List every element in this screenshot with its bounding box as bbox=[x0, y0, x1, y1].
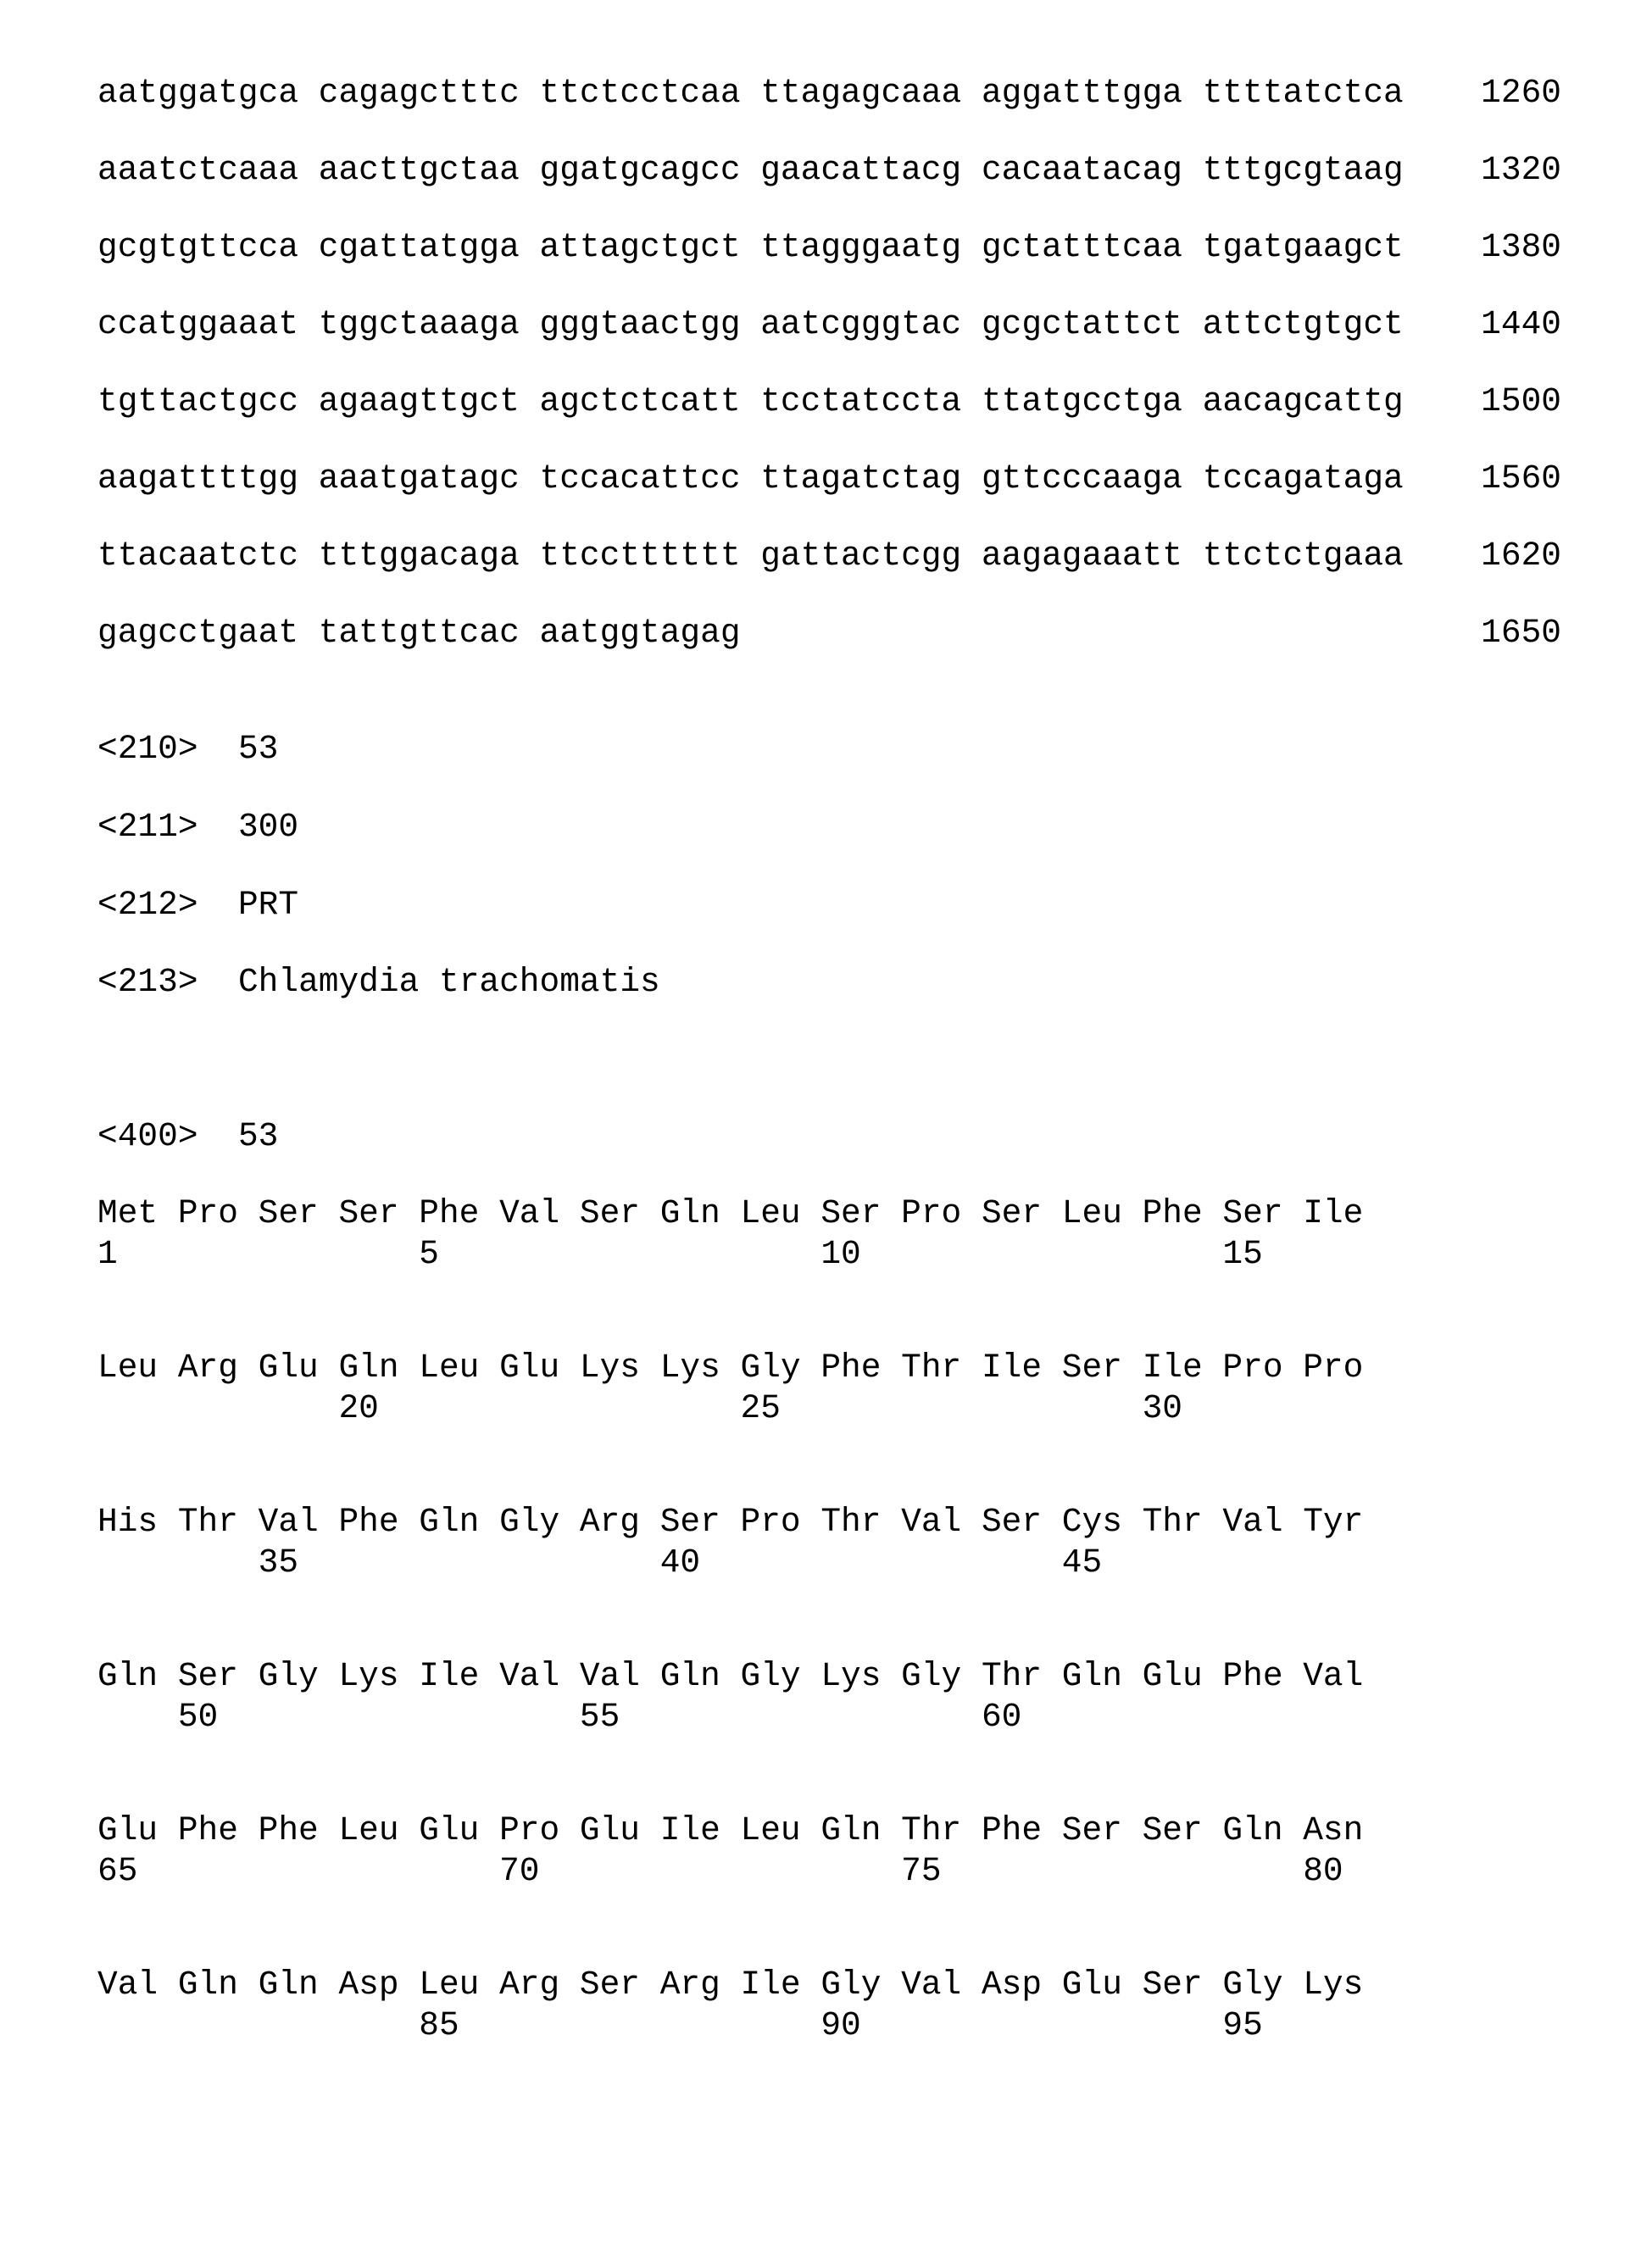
dna-line: ttacaatctc tttggacaga ttcctttttt gattactcgg aagagaaatt ttctctgaaa bbox=[97, 537, 1404, 575]
field-seq-id bbox=[97, 731, 278, 768]
field-value: 53 bbox=[237, 730, 279, 768]
dna-position: 1260 bbox=[1481, 74, 1561, 112]
residue-numbers: 85 90 95 bbox=[97, 2006, 1263, 2044]
residue-line: Met Pro Ser Ser Phe Val Ser Gln Leu Ser Pro Ser Leu Phe Ser Ile bbox=[97, 1194, 1364, 1232]
residue-numbers: 1 5 10 15 bbox=[97, 1235, 1263, 1273]
field-value: Chlamydia trachomatis bbox=[237, 963, 660, 1001]
dna-line: aaatctcaaa aacttgctaa ggatgcagcc gaacattacg cacaatacag tttgcgtaag bbox=[97, 151, 1404, 189]
residue-numbers: 35 40 45 bbox=[97, 1543, 1103, 1582]
residue-line: His Thr Val Phe Gln Gly Arg Ser Pro Thr Val Ser Cys Thr Val Tyr bbox=[97, 1503, 1364, 1541]
field-length bbox=[97, 809, 298, 846]
field-value: 300 bbox=[237, 808, 299, 846]
dna-position: 1620 bbox=[1481, 537, 1561, 575]
field-tag: <211> bbox=[97, 808, 198, 846]
dna-line: tgttactgcc agaagttgct agctctcatt tcctatccta ttatgcctga aacagcattg bbox=[97, 382, 1404, 420]
residue-numbers: 20 25 30 bbox=[97, 1389, 1183, 1427]
field-tag: <400> bbox=[97, 1117, 198, 1155]
residue-line: Val Gln Gln Asp Leu Arg Ser Arg Ile Gly Val Asp Glu Ser Gly Lys bbox=[97, 1966, 1364, 2004]
dna-line: gagcctgaat tattgttcac aatggtagag bbox=[97, 614, 741, 652]
residue-numbers: 50 55 60 bbox=[97, 1698, 1022, 1736]
dna-line: ccatggaaat tggctaaaga gggtaactgg aatcgggtac gcgctattct attctgtgct bbox=[97, 305, 1404, 343]
dna-position: 1650 bbox=[1481, 614, 1561, 652]
residue-line: Gln Ser Gly Lys Ile Val Val Gln Gly Lys Gly Thr Gln Glu Phe Val bbox=[97, 1657, 1364, 1695]
residue-numbers: 65 70 75 80 bbox=[97, 1852, 1343, 1890]
dna-line: aatggatgca cagagctttc ttctcctcaa ttagagcaaa aggatttgga ttttatctca bbox=[97, 74, 1404, 112]
field-value: PRT bbox=[237, 886, 299, 924]
field-tag: <212> bbox=[97, 886, 198, 924]
field-sequence bbox=[97, 1118, 278, 1155]
dna-position: 1500 bbox=[1481, 382, 1561, 420]
field-tag: <213> bbox=[97, 963, 198, 1001]
dna-line: gcgtgttcca cgattatgga attagctgct ttagggaatg gctatttcaa tgatgaagct bbox=[97, 228, 1404, 266]
dna-position: 1380 bbox=[1481, 228, 1561, 266]
field-type bbox=[97, 887, 298, 924]
residue-line: Glu Phe Phe Leu Glu Pro Glu Ile Leu Gln Thr Phe Ser Ser Gln Asn bbox=[97, 1811, 1364, 1849]
field-organism bbox=[97, 964, 660, 1001]
dna-line: aagattttgg aaatgatagc tccacattcc ttagatctag gttcccaaga tccagataga bbox=[97, 459, 1404, 498]
field-value: 53 bbox=[237, 1117, 279, 1155]
dna-position: 1560 bbox=[1481, 459, 1561, 498]
dna-position: 1440 bbox=[1481, 305, 1561, 343]
field-tag: <210> bbox=[97, 730, 198, 768]
residue-line: Leu Arg Glu Gln Leu Glu Lys Lys Gly Phe Thr Ile Ser Ile Pro Pro bbox=[97, 1348, 1364, 1387]
dna-position: 1320 bbox=[1481, 151, 1561, 189]
